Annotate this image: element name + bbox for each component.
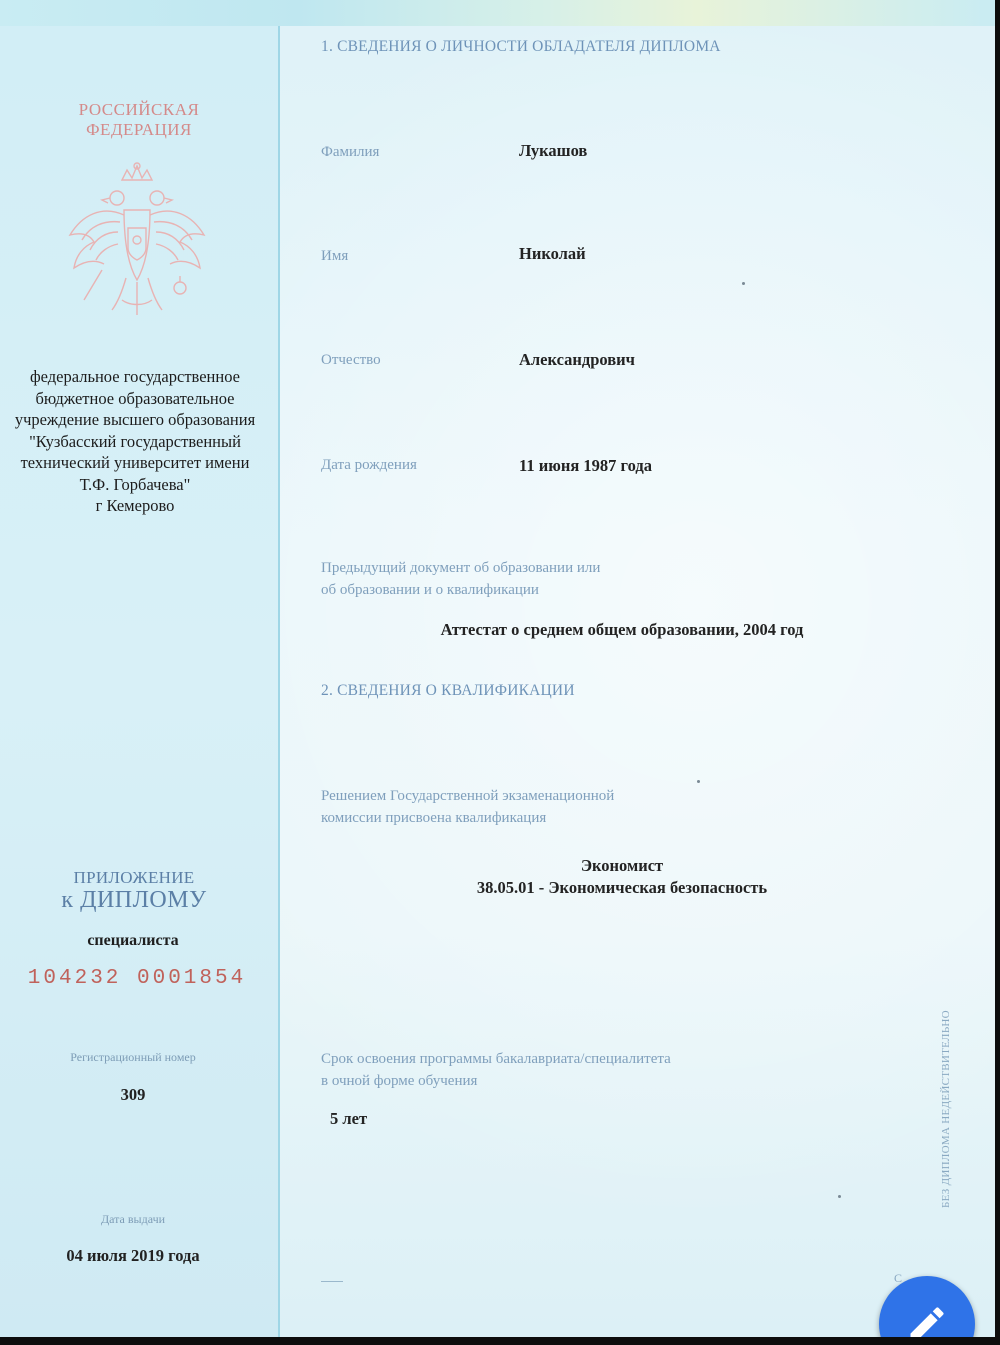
study-duration-value: 5 лет	[330, 1109, 368, 1128]
study-duration-label	[321, 1048, 671, 1092]
previous-document-label-line-2: об образовании и о квалификации	[321, 582, 539, 598]
speck	[742, 282, 745, 285]
panel-divider	[278, 26, 280, 1337]
surname-label: Фамилия	[321, 144, 380, 160]
institution-line: технический университет имени	[20, 453, 250, 472]
surname-value: Лукашов	[519, 141, 588, 160]
previous-document-value: Аттестат о среднем общем образовании, 2004 год	[440, 620, 804, 639]
previous-document-label	[321, 557, 600, 601]
registration-number-label: Регистрационный номер	[70, 1050, 196, 1064]
name-value: Николай	[519, 244, 586, 263]
top-decorative-band	[0, 0, 995, 26]
serial-number: 104232 0001854	[27, 967, 247, 990]
patronymic-label: Отчество	[321, 352, 381, 368]
institution-name	[0, 366, 270, 517]
country-line-2: ФЕДЕРАЦИЯ	[86, 120, 192, 139]
commission-decision-label-line-2: комиссии присвоена квалификация	[321, 810, 547, 826]
study-duration-label-line-1: Срок освоения программы бакалавриата/специалитета	[321, 1051, 671, 1067]
institution-line: учреждение высшего образования	[14, 410, 256, 429]
personal-info-heading: 1. СВЕДЕНИЯ О ЛИЧНОСТИ ОБЛАДАТЕЛЯ ДИПЛОМА	[321, 38, 721, 55]
patronymic-value: Александрович	[519, 350, 635, 369]
institution-line: Т.Ф. Горбачева"	[79, 474, 191, 494]
country-name	[0, 100, 278, 140]
appendix-line-1: ПРИЛОЖЕНИЕ	[73, 868, 195, 887]
qualification-title: Экономист	[580, 856, 664, 875]
commission-decision-label	[321, 785, 614, 829]
validity-note: БЕЗ ДИПЛОМА НЕДЕЙСТВИТЕЛЬНО	[940, 1010, 952, 1208]
institution-line: федеральное государственное	[29, 367, 240, 386]
speck	[838, 1195, 841, 1198]
name-label: Имя	[321, 248, 349, 264]
double-headed-eagle-emblem-icon	[62, 160, 212, 325]
registration-number: 309	[120, 1085, 146, 1104]
issue-date: 04 июля 2019 года	[66, 1246, 200, 1265]
birth-date-value: 11 июня 1987 года	[519, 456, 652, 475]
study-duration-label-line-2: в очной форме обучения	[321, 1073, 478, 1089]
appendix-line-2: к ДИПЛОМУ	[61, 887, 207, 913]
specialty: 38.05.01 - Экономическая безопасность	[476, 878, 768, 897]
signature-fragment: С	[894, 1271, 903, 1285]
signature-line	[321, 1281, 343, 1282]
previous-document-label-line-1: Предыдущий документ об образовании или	[321, 560, 601, 576]
birth-date-label: Дата рождения	[321, 457, 417, 473]
degree-type: специалиста	[87, 932, 179, 949]
appendix-title	[0, 867, 268, 911]
institution-line: "Кузбасский государственный	[29, 431, 241, 451]
institution-line: г Кемерово	[95, 496, 175, 515]
issue-date-label: Дата выдачи	[100, 1212, 166, 1226]
institution-line: бюджетное образовательное	[35, 388, 235, 408]
commission-decision-label-line-1: Решением Государственной экзаменационной	[321, 788, 615, 804]
speck	[697, 780, 700, 783]
qualification-heading: 2. СВЕДЕНИЯ О КВАЛИФИКАЦИИ	[321, 682, 575, 699]
pencil-icon	[905, 1302, 949, 1337]
country-line-1: РОССИЙСКАЯ	[78, 100, 200, 119]
